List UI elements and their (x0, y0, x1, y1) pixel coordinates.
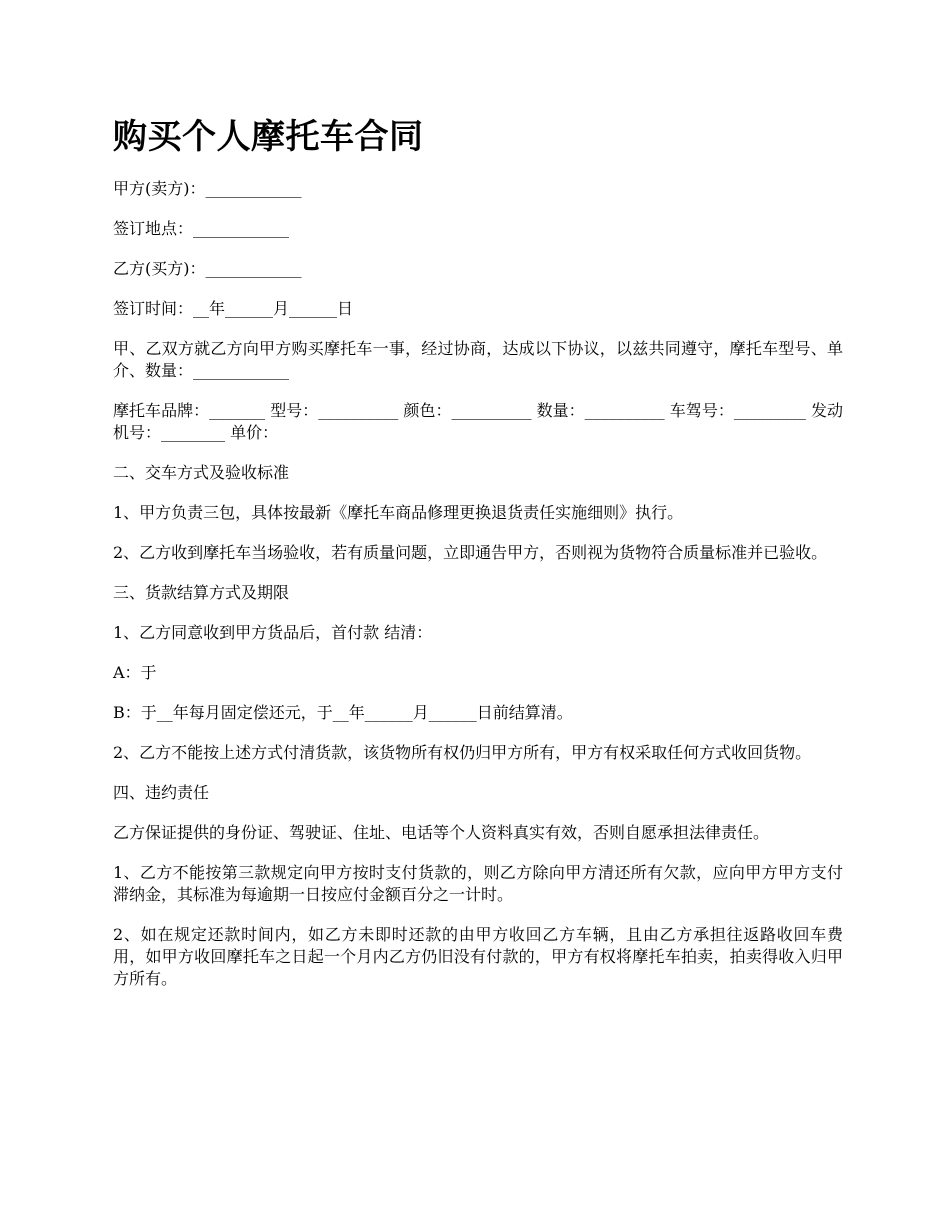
payment-option-b: B：于__年每月固定偿还元，于__年______月______日前结算清。 (113, 703, 573, 722)
delivery-clause-2: 2、乙方收到摩托车当场验收，若有质量问题，立即通告甲方，否则视为货物符合质量标准并已验收。 (113, 543, 828, 562)
section-heading-liability: 四、违约责任 (113, 783, 210, 802)
payment-option-a: A：于 (113, 663, 157, 682)
party-a-line: 甲方(卖方)：____________ (113, 179, 302, 198)
section-heading-payment: 三、货款结算方式及期限 (113, 583, 290, 602)
signing-date-line: 签订时间：__年______月______日 (113, 299, 354, 318)
party-b-line: 乙方(买方)：____________ (113, 259, 302, 278)
liability-guarantee: 乙方保证提供的身份证、驾驶证、住址、电话等个人资料真实有效，否则自愿承担法律责任。 (113, 823, 770, 842)
document-title: 购买个人摩托车合同 (113, 117, 424, 157)
liability-clause-2: 2、如在规定还款时间内，如乙方未即时还款的由甲方收回乙方车辆，且由乙方承担往返路收回车费用，如甲方收回摩托车之日起一个月内乙方仍旧没有付款的，甲方有权将摩托车拍卖，拍卖得收入归甲方所有。 (113, 925, 843, 988)
payment-clause-1: 1、乙方同意收到甲方货品后，首付款 结清： (113, 623, 433, 642)
motorcycle-details: 摩托车品牌：_______ 型号：__________ 颜色：__________ 数量：__________ 车驾号：_________ 发动机号：________ 单价： (113, 401, 843, 442)
document-page (113, 112, 843, 1008)
signing-place-line: 签订地点：____________ (113, 219, 290, 238)
payment-clause-2: 2、乙方不能按上述方式付清货款，该货物所有权仍归甲方所有，甲方有权采取任何方式收回货物。 (113, 743, 812, 762)
agreement-intro: 甲、乙双方就乙方向甲方购买摩托车一事，经过协商，达成以下协议，以兹共同遵守，摩托车型号、单介、数量：____________ (113, 339, 843, 380)
delivery-clause-1: 1、甲方负责三包，具体按最新《摩托车商品修理更换退货责任实施细则》执行。 (113, 503, 684, 522)
liability-clause-1: 1、乙方不能按第三款规定向甲方按时支付货款的，则乙方除向甲方清还所有欠款，应向甲方甲方支付滞纳金，其标准为每逾期一日按应付金额百分之一计时。 (113, 863, 843, 904)
section-heading-delivery: 二、交车方式及验收标准 (113, 463, 290, 482)
